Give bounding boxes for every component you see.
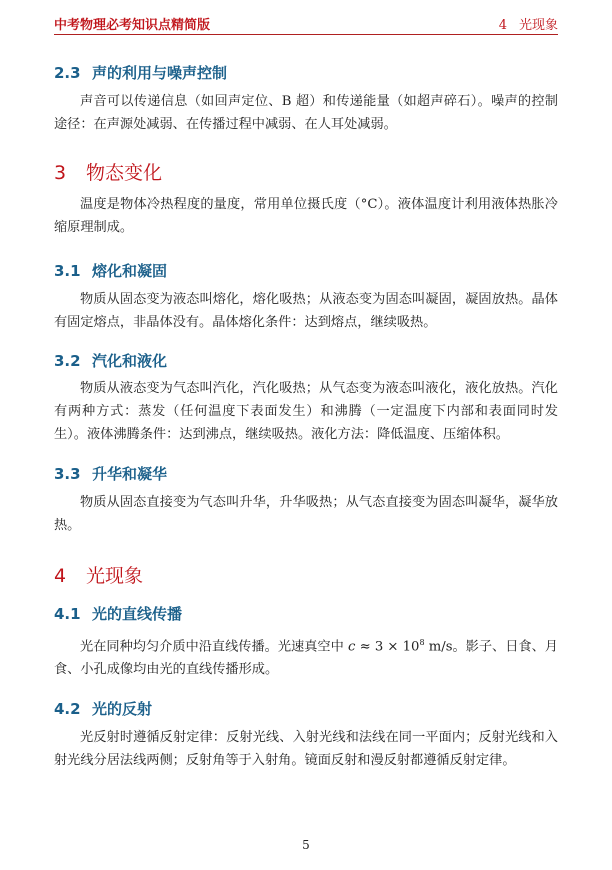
section-heading: [54, 350, 167, 371]
chapter-heading: [54, 158, 162, 185]
chapter-number: 4: [498, 18, 507, 33]
section-number: 4.2: [54, 700, 81, 718]
section-heading: [54, 463, 167, 484]
chapter-title: 光现象: [518, 18, 558, 33]
section-title: 升华和凝华: [92, 465, 168, 483]
paragraph: 物质从液态变为气态叫汽化，汽化吸热；从气态变为液态叫液化，液化放热。汽化有两种方式：蒸发（任何温度下表面发生）和沸腾（一定温度下内部和表面同时发生）。液体沸腾条件：达到沸点，继续吸热。液化方法：降低温度、压缩体积。: [54, 381, 558, 442]
section-heading: [54, 62, 227, 83]
paragraph: 物质从固态变为液态叫熔化，熔化吸热；从液态变为固态叫凝固，凝固放热。晶体有固定熔点，非晶体没有。晶体熔化条件：达到熔点，继续吸热。: [54, 292, 558, 330]
chapter-heading-title: 光现象: [86, 565, 144, 587]
paragraph: 光在同种均匀介质中沿直线传播。光速真空中 $c \approx 3 \times 10^8$ m/s。影子、日食、月食、小孔成像均由光的直线传播形成。: [54, 638, 558, 678]
chapter-heading-number: 4: [54, 565, 67, 587]
chapter-heading-number: 3: [54, 162, 67, 184]
section-number: 3.2: [54, 352, 81, 370]
page-header: [54, 12, 558, 35]
math-exponent: 8: [419, 638, 425, 647]
chapter-heading-title: 物态变化: [86, 162, 163, 184]
document-title: 中考物理必考知识点精简版: [54, 18, 211, 33]
math-variable: c: [348, 639, 356, 655]
section-number: 3.3: [54, 465, 81, 483]
section-number: 4.1: [54, 605, 81, 623]
paragraph: 温度是物体冷热程度的量度，常用单位摄氏度（°C）。液体温度计利用液体热胀冷缩原理制成。: [54, 197, 558, 235]
paragraph: 光反射时遵循反射定律：反射光线、入射光线和法线在同一平面内；反射光线和入射光线分居法线两侧；反射角等于入射角。镜面反射和漫反射都遵循反射定律。: [54, 730, 558, 768]
section-number: 2.3: [54, 64, 81, 82]
page-number: 5: [302, 838, 310, 852]
section-title: 光的反射: [92, 700, 153, 718]
section-heading: [54, 260, 167, 281]
paragraph: 声音可以传递信息（如回声定位、B 超）和传递能量（如超声碎石）。噪声的控制途径：在声源处减弱、在传播过程中减弱、在人耳处减弱。: [54, 94, 558, 132]
chapter-heading: [54, 561, 143, 588]
section-title: 声的利用与噪声控制: [92, 64, 228, 82]
section-title: 汽化和液化: [92, 352, 168, 370]
section-heading: [54, 603, 182, 624]
running-chapter: [499, 14, 558, 33]
section-title: 熔化和凝固: [92, 262, 168, 280]
section-title: 光的直线传播: [92, 605, 183, 623]
section-number: 3.1: [54, 262, 81, 280]
section-heading: [54, 698, 152, 719]
paragraph: 物质从固态直接变为气态叫升华，升华吸热；从气态直接变为固态叫凝华，凝华放热。: [54, 495, 558, 533]
